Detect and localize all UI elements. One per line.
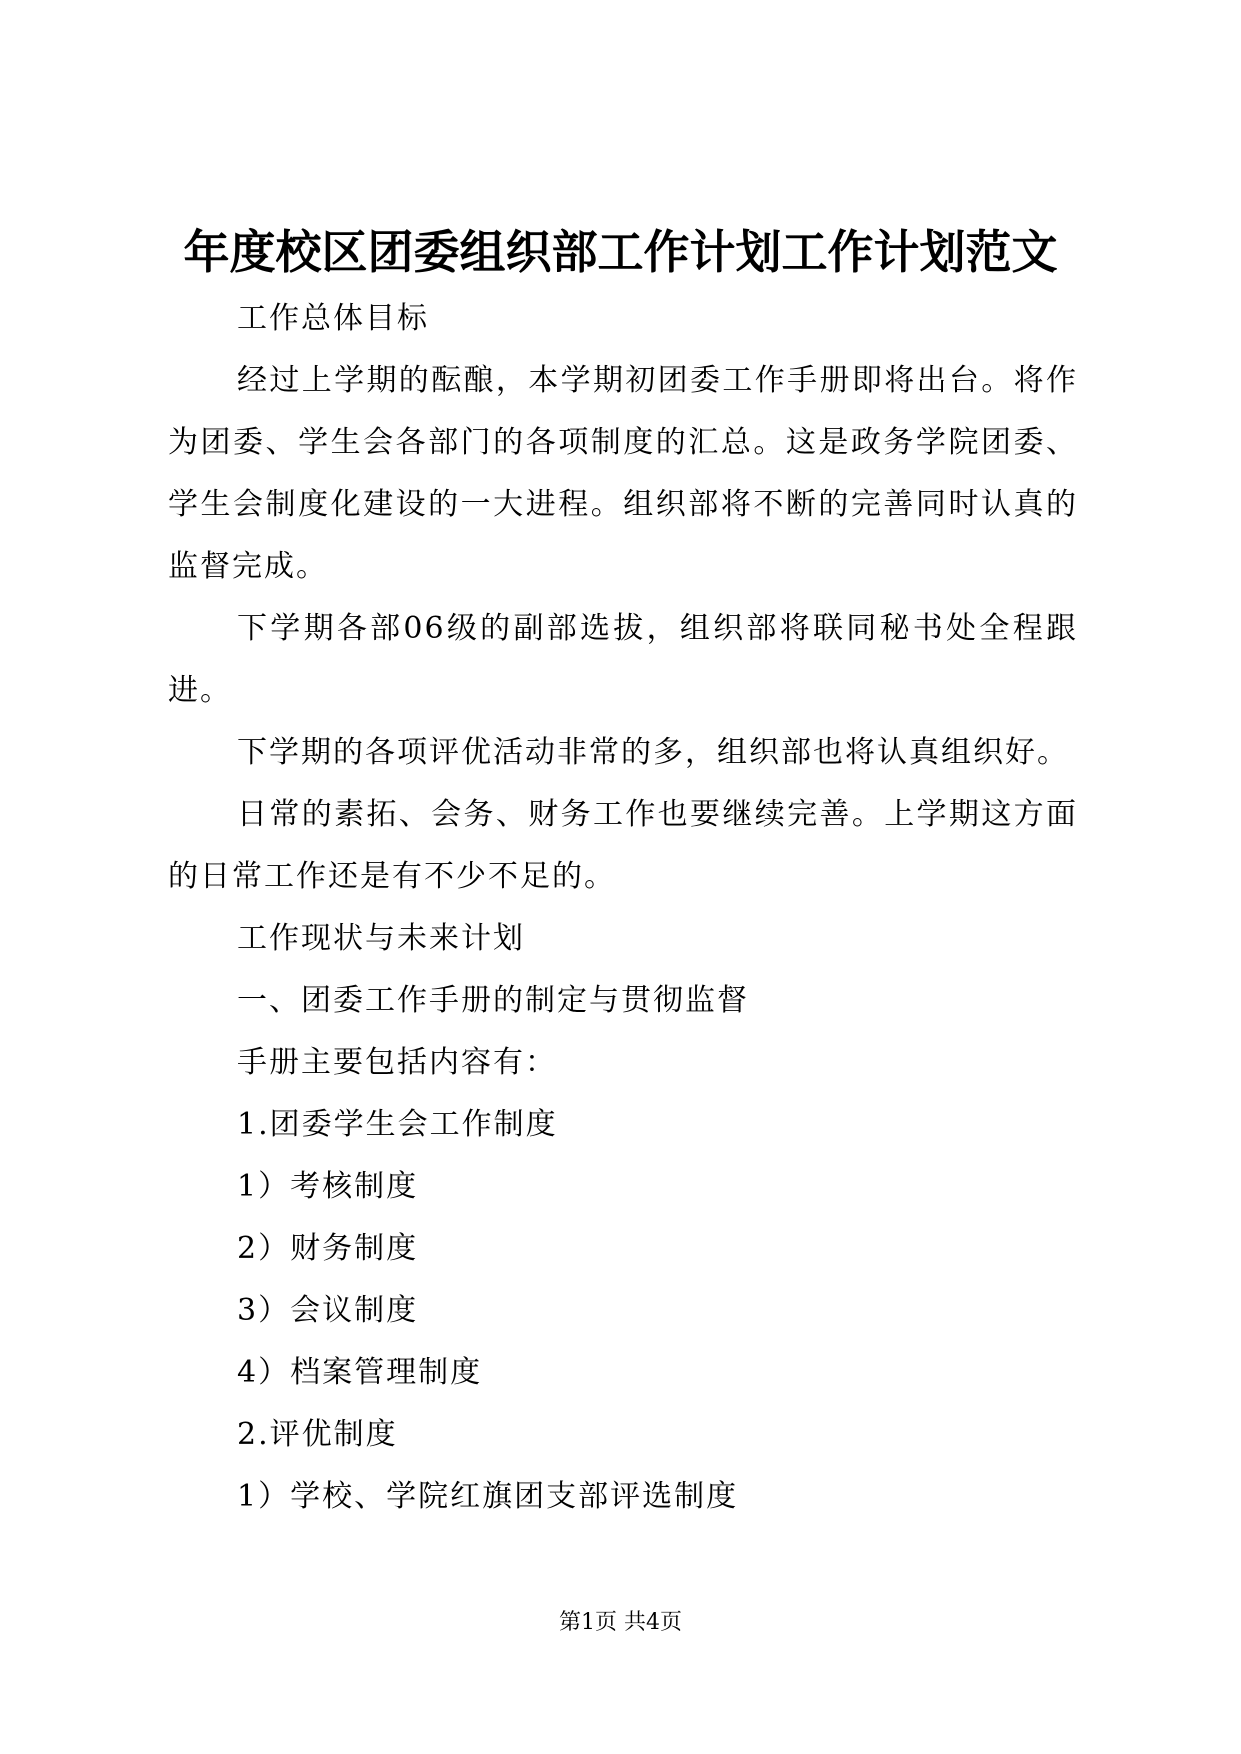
list-item: 3）会议制度: [237, 1293, 419, 1328]
paragraph: 手册主要包括内容有：: [237, 1045, 557, 1080]
section-heading-status: 工作现状与未来计划: [237, 921, 525, 956]
total-pages: 4: [646, 1610, 661, 1635]
section-heading-goals: 工作总体目标: [237, 301, 429, 336]
list-item: 1.团委学生会工作制度: [237, 1107, 558, 1142]
page-suffix: 页: [594, 1610, 617, 1635]
list-item: 1）考核制度: [237, 1169, 419, 1204]
section-heading-handbook: 一、团委工作手册的制定与贯彻监督: [237, 983, 749, 1018]
list-item: 1）学校、学院红旗团支部评选制度: [237, 1479, 739, 1514]
list-item: 4）档案管理制度: [237, 1355, 483, 1390]
paragraph: 下学期的各项评优活动非常的多，组织部也将认真组织好。: [237, 735, 1069, 770]
page-number: 1: [580, 1610, 595, 1635]
paragraph: 经过上学期的酝酿，本学期初团委工作手册即将出台。将作为团委、学生会各部门的各项制度的汇总。这是政务学院团委、学生会制度化建设的一大进程。组织部将不断的完善同时认真的监督完成。: [168, 363, 1078, 584]
paragraph: 日常的素拓、会务、财务工作也要继续完善。上学期这方面的日常工作还是有不少不足的。: [168, 797, 1078, 894]
total-prefix: 共: [624, 1610, 647, 1635]
page-prefix: 第: [558, 1610, 581, 1635]
document-title: 年度校区团委组织部工作计划工作计划范文: [183, 225, 1058, 279]
page-footer: [0, 1608, 1241, 1638]
total-suffix: 页: [660, 1610, 683, 1635]
document-body: [168, 288, 1078, 1528]
list-item: 2.评优制度: [237, 1417, 398, 1452]
list-item: 2）财务制度: [237, 1231, 419, 1266]
paragraph: 下学期各部06级的副部选拔，组织部将联同秘书处全程跟进。: [168, 611, 1078, 708]
